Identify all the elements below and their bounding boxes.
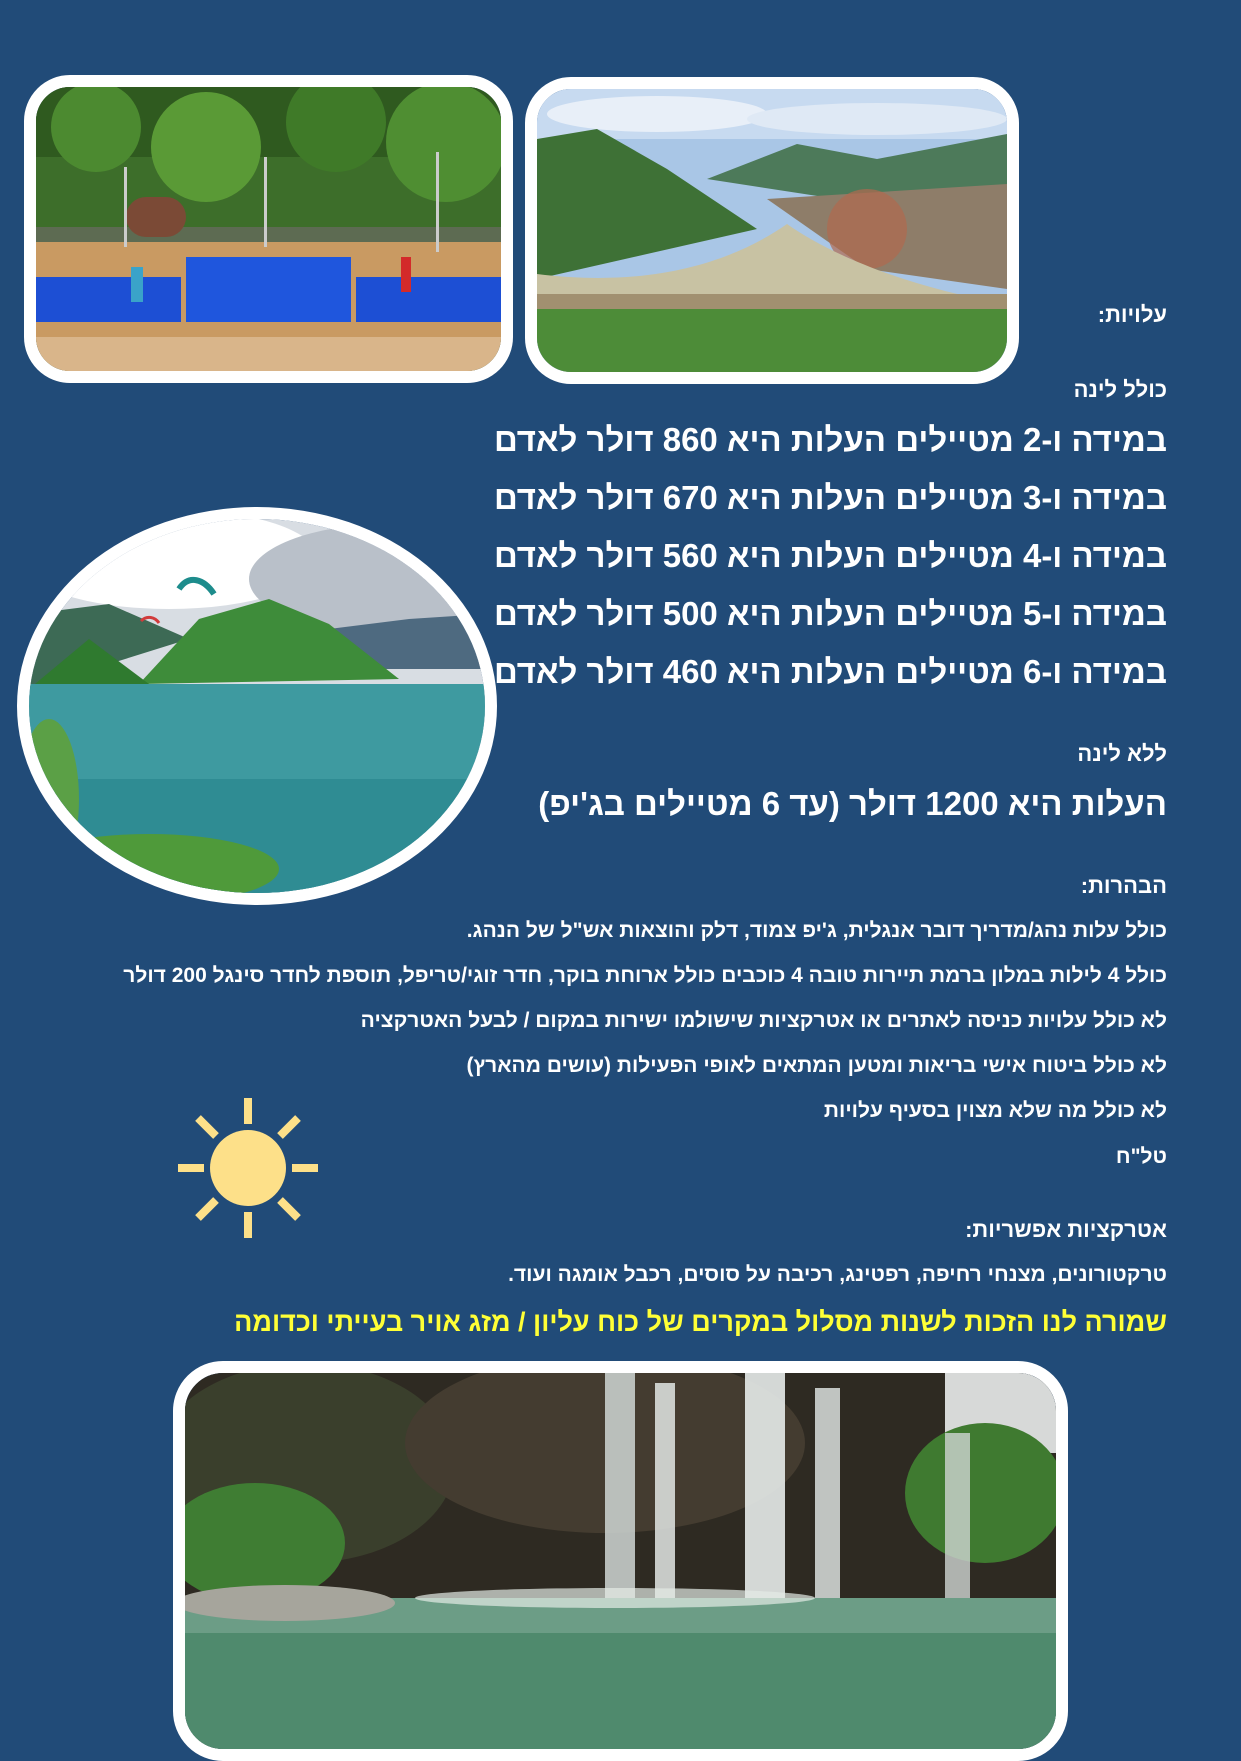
route-change-notice: שמורה לנו הזכות לשנות מסלול במקרים של כוח עליון / מזג אויר בעייתי וכדומה [234,1307,1167,1337]
clarifications-heading: הבהרות: [1080,873,1167,898]
without-lodging-label: ללא לינה [1077,741,1167,766]
price-row: במידה ו-4 מטיילים העלות היא 560 דולר לאדם [493,537,1167,574]
lake-photo [17,507,497,905]
clarification-line: כולל 4 לילות במלון ברמת תיירות טובה 4 כוכבים כולל ארוחת בוקר, חדר זוגי/טריפל, תוספת לחדר סינגל 200 דולר [123,964,1167,987]
price-row: במידה ו-3 מטיילים העלות היא 670 דולר לאדם [493,479,1167,516]
clarification-line: לא כולל ביטוח אישי בריאות ומטען המתאים לאופי הפעילות (עושים מהארץ) [466,1054,1167,1077]
attractions-text: טרקטורונים, מצנחי רחיפה, רפטינג, רכיבה על סוסים, רכבל אומגה ועוד. [508,1263,1167,1286]
with-lodging-label: כולל לינה [1073,377,1167,402]
attractions-heading: אטרקציות אפשריות: [965,1217,1167,1242]
clarification-line: לא כולל מה שלא מצוין בסעיף עלויות [823,1099,1167,1122]
clarification-line: לא כולל עלויות כניסה לאתרים או אטרקציות שישולמו ישירות במקום / לבעל האטרקציה [360,1009,1167,1032]
sun-icon [178,1098,318,1238]
clarification-line: כולל עלות נהג/מדריך דובר אנגלית, ג'יפ צמוד, דלק והוצאות אש"ל של הנהג. [466,919,1167,942]
pool-photo [24,75,513,383]
costs-heading: עלויות: [1097,302,1167,327]
without-lodging-price: העלות היא 1200 דולר (עד 6 מטיילים בג'יפ) [538,785,1167,822]
price-row: במידה ו-6 מטיילים העלות היא 460 דולר לאדם [493,653,1167,690]
price-row: במידה ו-5 מטיילים העלות היא 500 דולר לאדם [493,595,1167,632]
clarification-line: טל"ח [1115,1145,1167,1168]
price-row: במידה ו-2 מטיילים העלות היא 860 דולר לאדם [493,421,1167,458]
valley-photo [525,77,1019,384]
waterfall-photo [173,1361,1068,1761]
